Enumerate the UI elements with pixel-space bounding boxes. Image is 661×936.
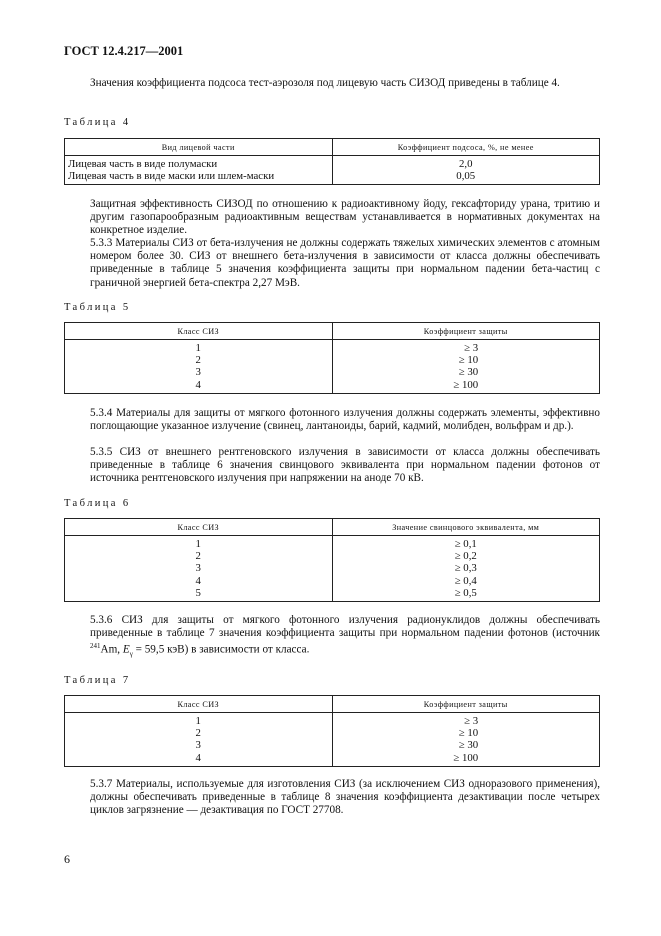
table5-value-2: ≥ 10 xyxy=(458,354,479,367)
table7-col1-header: Класс СИЗ xyxy=(65,696,333,713)
table7-value-3: ≥ 30 xyxy=(458,739,479,752)
table4-col1-header: Вид лицевой части xyxy=(65,139,333,156)
table5-class-4: 4 xyxy=(195,378,201,391)
table6-caption: Таблица 6 xyxy=(64,498,131,509)
section-5-3-7 xyxy=(64,778,600,818)
table5-col1-header: Класс СИЗ xyxy=(65,323,333,340)
table6-values-cell xyxy=(332,536,600,602)
table7-values xyxy=(453,715,478,764)
table6-class-5: 5 xyxy=(195,586,201,599)
section-5-3-7-text: 5.3.7 Материалы, используемые для изготовления СИЗ (за исключением СИЗ одноразового применения), должны обеспечивать приведенные в таблице 8 значения коэффициента дезактивации после четырех циклов загрязнение — дезактивация по ГОСТ 27708. xyxy=(90,778,600,817)
section-5-3-6 xyxy=(64,614,600,662)
table4-labels xyxy=(65,156,333,185)
table4 xyxy=(64,138,600,185)
table7-value-1: ≥ 3 xyxy=(464,715,479,727)
table-row xyxy=(65,156,600,185)
section-5-3-4-text: 5.3.4 Материалы для защиты от мягкого фотонного излучения должны содержать элементы, эффективно поглощающие указанное излучение (свинец, лантаноиды, барий, кадмий, молибден, вольфрам и др.). xyxy=(90,407,600,433)
table6-class-4: 4 xyxy=(195,574,201,587)
table5-value-4: ≥ 100 xyxy=(453,378,479,391)
table7-col2-header: Коэффициент защиты xyxy=(332,696,600,713)
section-5-3-5 xyxy=(64,446,600,486)
table7-class-4: 4 xyxy=(195,751,201,764)
section-5-3-5-text: 5.3.5 СИЗ от внешнего рентгеновского излучения в зависимости от класса должны обеспечивать приведенные в таблице 6 значения свинцового эквивалента при нормальном падении фотонов от источника рентгеновского излучения при напряжении на аноде 70 кВ. xyxy=(90,446,600,485)
intro-paragraph xyxy=(64,77,600,90)
table5-class-1: 1 xyxy=(195,342,201,354)
table6-value-1: ≥ 0,1 xyxy=(454,538,477,550)
table4-caption: Таблица 4 xyxy=(64,117,131,128)
table5-col2-header: Коэффициент защиты xyxy=(332,323,600,340)
table7-value-4: ≥ 100 xyxy=(453,751,479,764)
table-row xyxy=(65,713,600,767)
table4-row2-value: 0,05 xyxy=(456,170,476,183)
table5-values xyxy=(453,342,478,391)
table7 xyxy=(64,695,600,767)
table5-class-3: 3 xyxy=(195,366,201,379)
table6-value-3: ≥ 0,3 xyxy=(454,562,477,575)
table4-values xyxy=(332,156,600,185)
table6-class-2: 2 xyxy=(195,550,201,563)
table4-col2-header: Коэффициент подсоса, %, не менее xyxy=(332,139,600,156)
table6-value-4: ≥ 0,4 xyxy=(454,574,477,587)
section-5-3-3 xyxy=(64,237,600,290)
table7-values-cell xyxy=(332,713,600,767)
table7-class-3: 3 xyxy=(195,739,201,752)
table5 xyxy=(64,322,600,394)
table4-row1-label: Лицевая часть в виде полумаски xyxy=(68,158,218,170)
table7-value-2: ≥ 10 xyxy=(458,727,479,740)
table5-caption: Таблица 5 xyxy=(64,302,131,313)
protection-text: Защитная эффективность СИЗОД по отношению к радиоактивному йоду, гексафториду урана, тритию и другим газопарообразным радиоактивным веществам устанавливается в нормативных документах на конкретное изделие. xyxy=(90,198,600,237)
section-5-3-4 xyxy=(64,407,600,433)
table4-row1-value: 2,0 xyxy=(459,158,473,170)
table5-class-2: 2 xyxy=(195,354,201,367)
document-header: ГОСТ 12.4.217—2001 xyxy=(64,44,184,58)
intro-text: Значения коэффициента подсоса тест-аэрозоля под лицевую часть СИЗОД приведены в таблице 4. xyxy=(90,77,560,89)
table-row xyxy=(65,340,600,394)
table5-values-cell xyxy=(332,340,600,394)
section-5-3-6-text: 5.3.6 СИЗ для защиты от мягкого фотонного излучения радионуклидов должны обеспечивать приведенные в таблице 7 значения коэффициента защиты при нормальном падении фотонов (источник $^{241}$Am, $E_\gamma = 59,5$ кэВ) в зависимости от класса. xyxy=(90,614,600,659)
table6-col1-header: Класс СИЗ xyxy=(65,519,333,536)
table6-value-2: ≥ 0,2 xyxy=(454,550,477,563)
section-5-3-3-text: 5.3.3 Материалы СИЗ от бета-излучения не должны содержать тяжелых химических элементов с атомным номером более 30. СИЗ от внешнего бета-излучения в зависимости от класса должны обеспечивать приведенные в таблице 5 значения коэффициента защиты при нормальном падении бета-частиц с граничной энергией бета-спектра 2,27 МэВ. xyxy=(90,237,600,289)
table6-value-5: ≥ 0,5 xyxy=(454,586,477,599)
table-row xyxy=(65,536,600,602)
table6-values xyxy=(455,538,477,599)
table6-class-1: 1 xyxy=(195,538,201,550)
page-number: 6 xyxy=(64,852,70,866)
protection-paragraph xyxy=(64,198,600,238)
table7-class-2: 2 xyxy=(195,727,201,740)
table5-value-3: ≥ 30 xyxy=(458,366,479,379)
table7-caption: Таблица 7 xyxy=(64,675,131,686)
table6 xyxy=(64,518,600,602)
table6-classes xyxy=(65,536,333,602)
table6-col2-header: Значение свинцового эквивалента, мм xyxy=(332,519,600,536)
table7-class-1: 1 xyxy=(195,715,201,727)
table5-value-1: ≥ 3 xyxy=(464,342,479,354)
table5-classes xyxy=(65,340,333,394)
table4-row2-label: Лицевая часть в виде маски или шлем-маски xyxy=(68,170,275,183)
table7-classes xyxy=(65,713,333,767)
table6-class-3: 3 xyxy=(195,562,201,575)
